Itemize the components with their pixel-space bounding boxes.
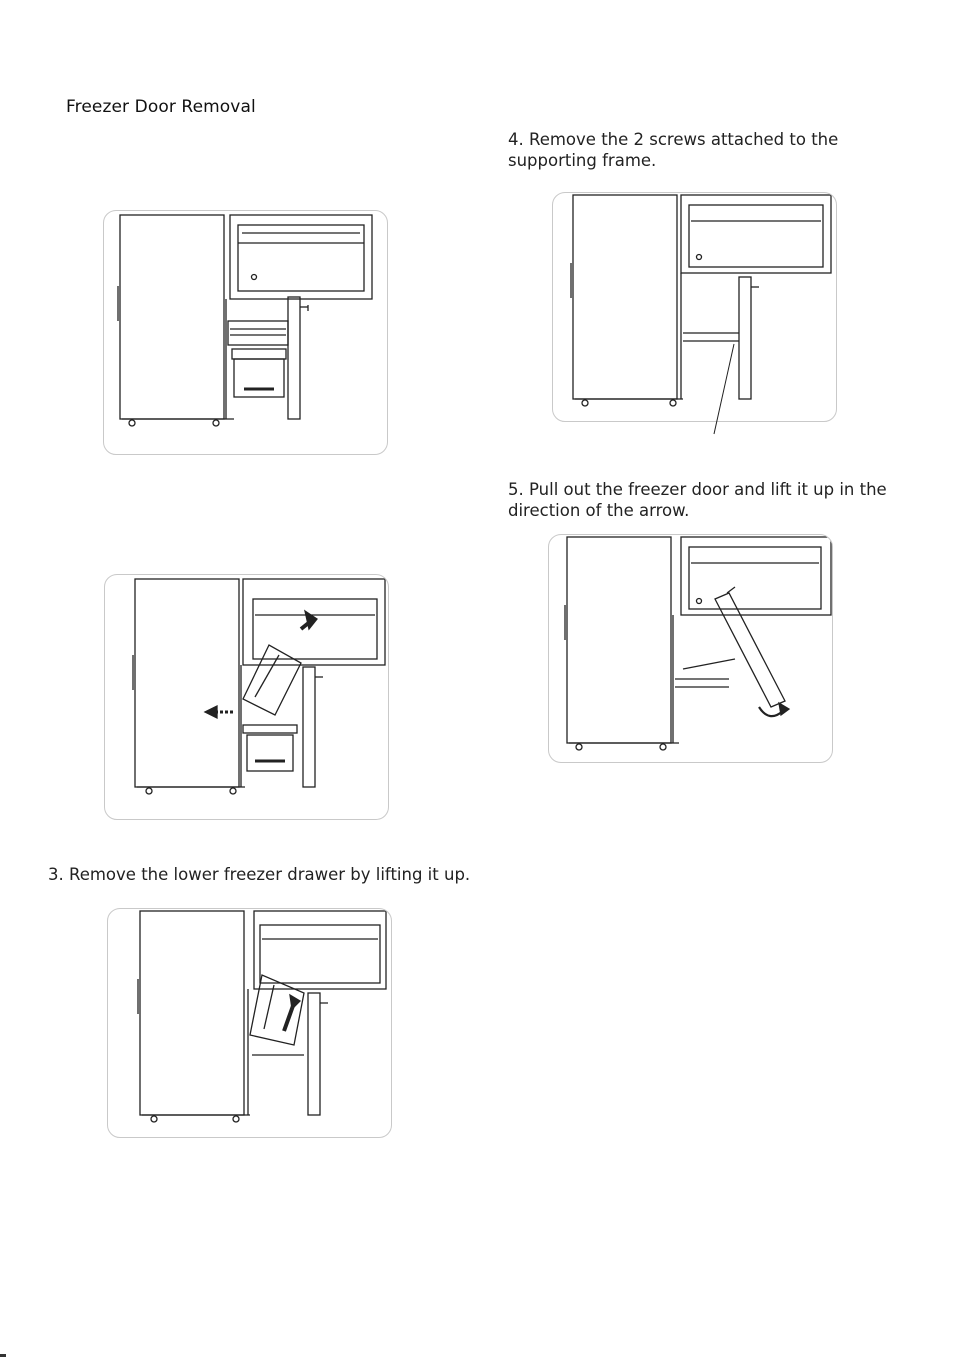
figure-screws-frame: [552, 192, 837, 422]
figure-upper-drawer-removal: [104, 574, 389, 820]
figure-door-lift: [548, 534, 833, 763]
figure-lower-drawer-removal: [107, 908, 392, 1138]
page-corner-mark: [0, 1354, 6, 1357]
step-5-text: 5. Pull out the freezer door and lift it up in the direction of the arrow.: [508, 480, 887, 520]
section-title: Freezer Door Removal: [66, 97, 256, 117]
step-3-text: 3. Remove the lower freezer drawer by lifting it up.: [48, 865, 471, 884]
figure-drawer-open: [103, 210, 388, 455]
step-4-text: 4. Remove the 2 screws attached to the supporting frame.: [508, 130, 839, 170]
screw-callout-line: [700, 340, 740, 440]
